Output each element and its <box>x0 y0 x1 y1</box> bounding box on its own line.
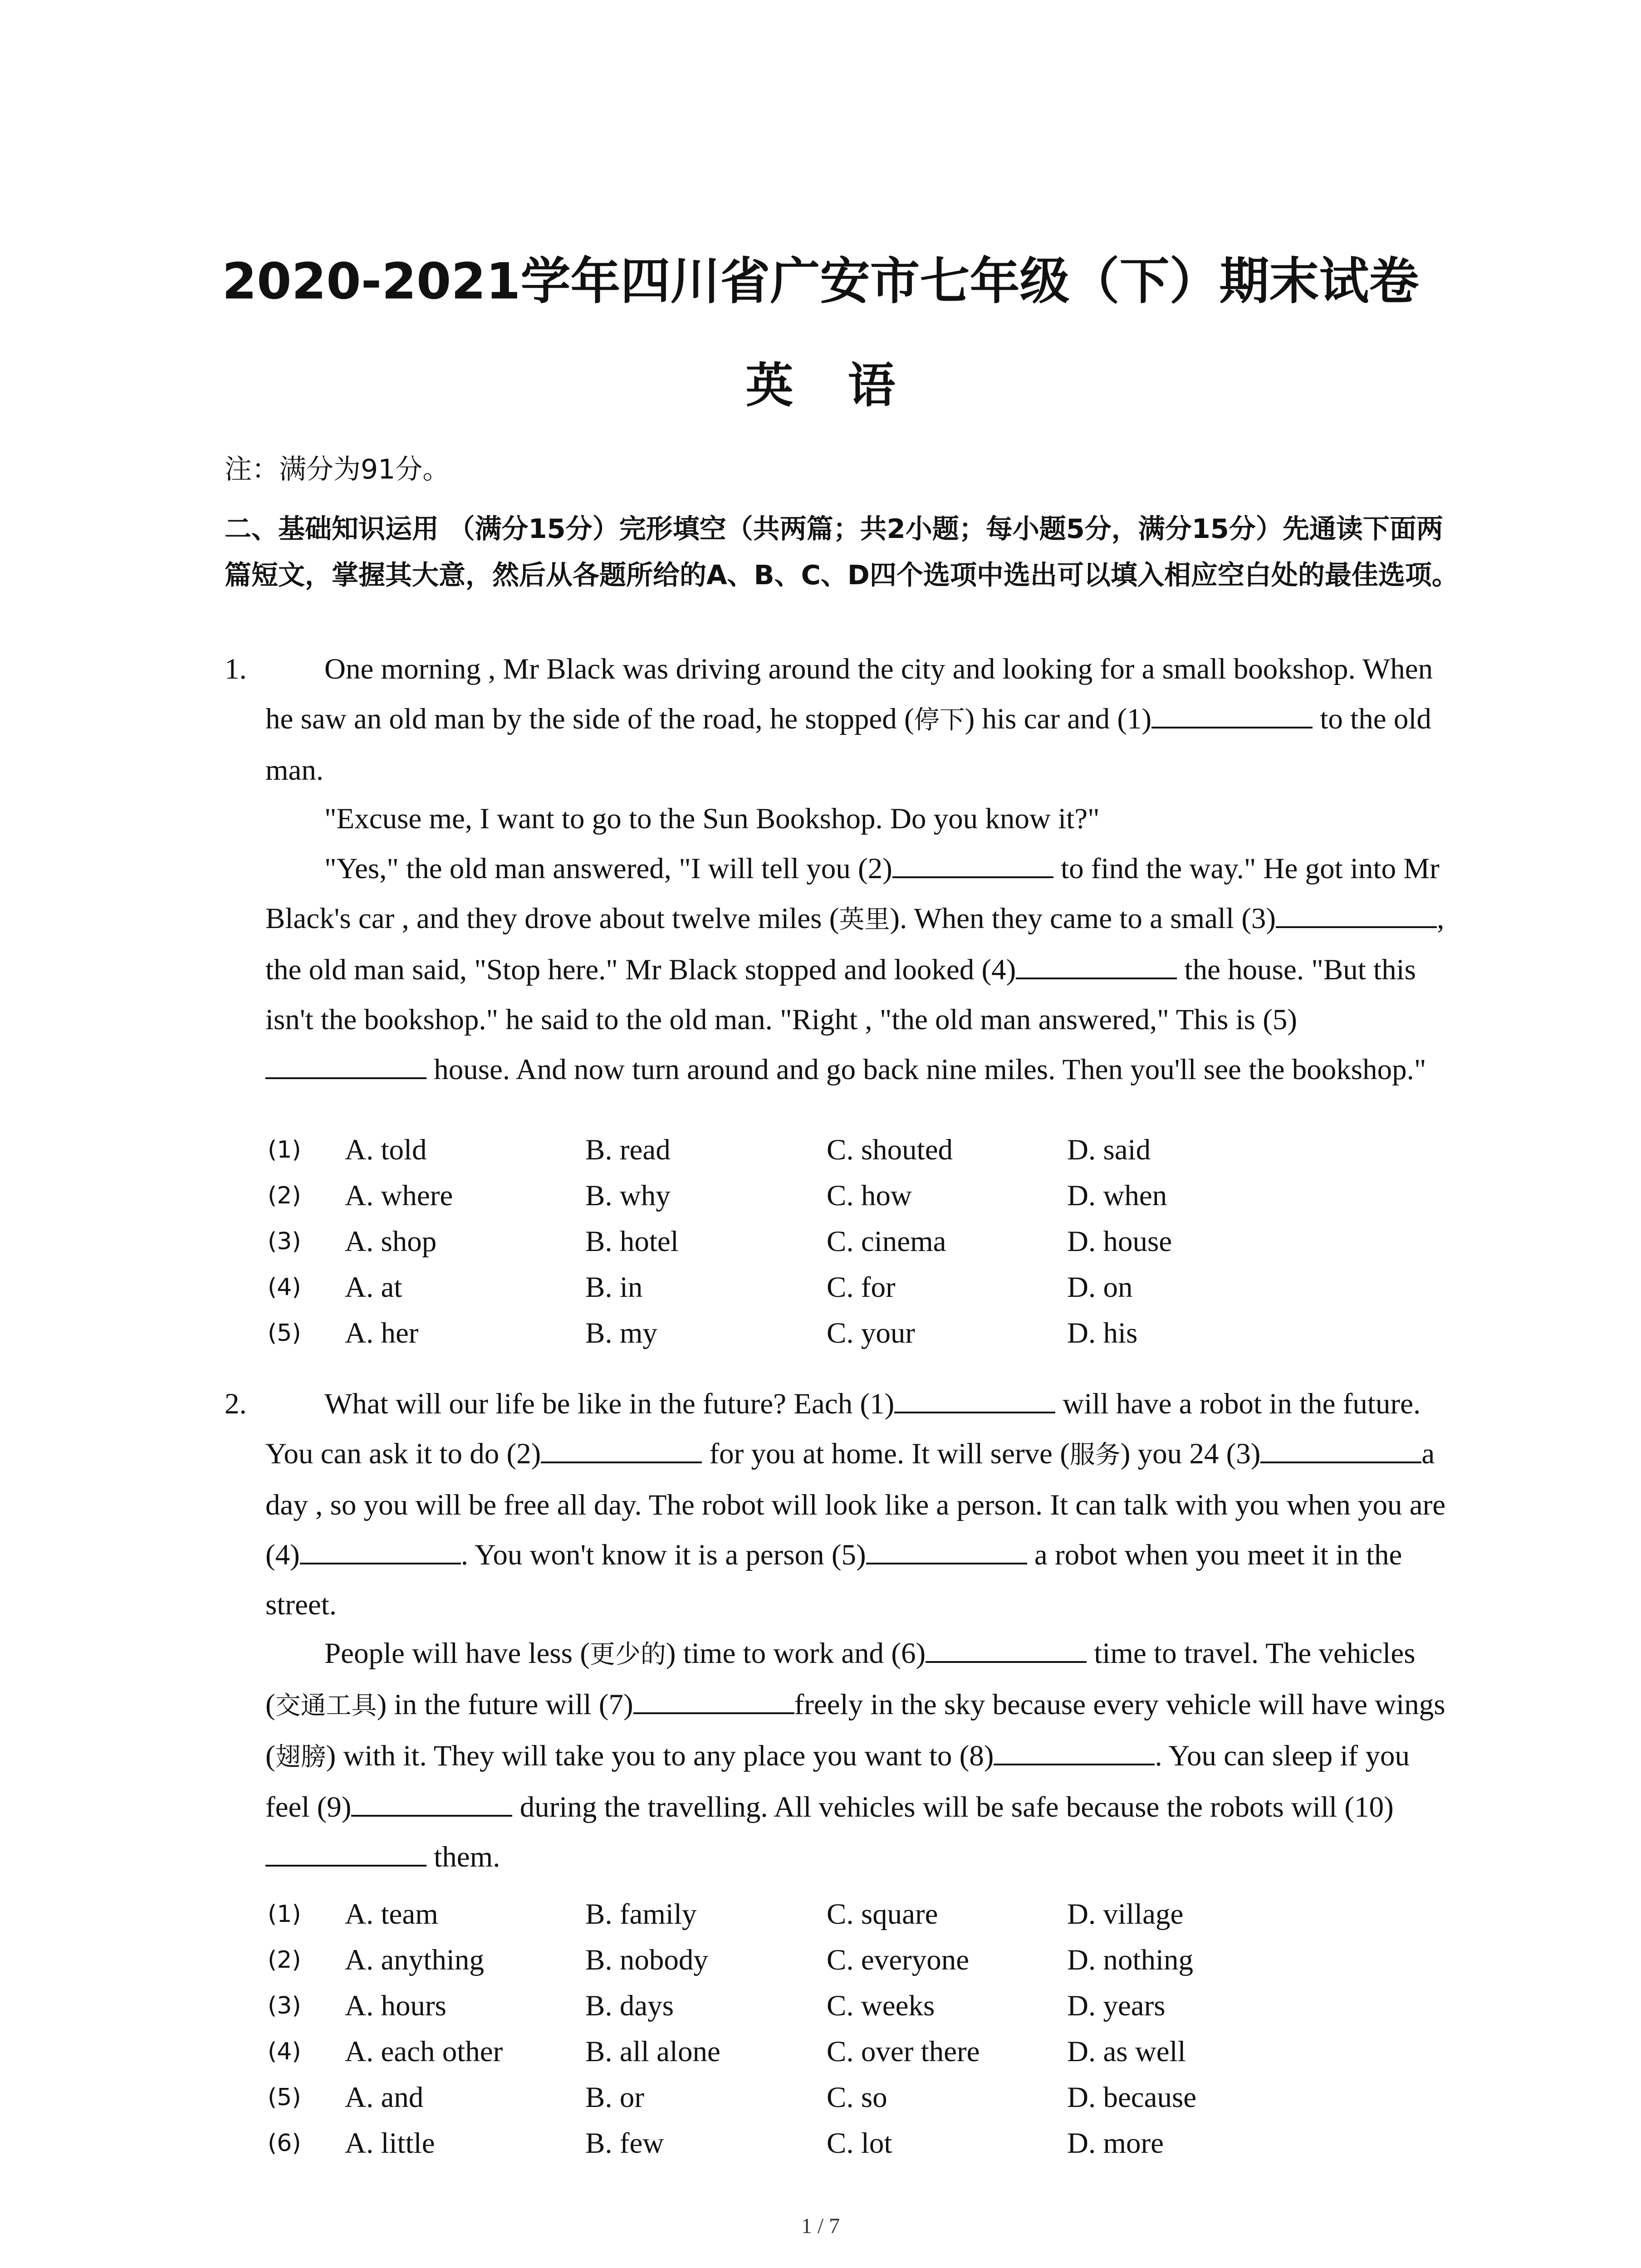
chinese-gloss: 停下 <box>914 705 965 735</box>
passage-text: during the travelling. All vehicles will be safe because the robots will (10) <box>512 1791 1394 1823</box>
passage-text: a robot when you meet it in the street. <box>265 1539 1402 1621</box>
passage-text: , the old man said, "Stop here." Mr Black stopped and looked (4) <box>265 902 1445 986</box>
option-choice: C. lot <box>827 2127 892 2160</box>
option-choice: A. each other <box>345 2035 503 2068</box>
blank-line <box>926 1633 1087 1663</box>
passage-text: to find the way." He got into Mr Black's car , and they drove about twelve miles ( <box>265 852 1440 935</box>
passage-text: for you at home. It will serve ( <box>702 1437 1070 1470</box>
option-choice: B. my <box>585 1317 657 1349</box>
blank-line <box>994 1735 1155 1765</box>
question-1-paragraph-3 <box>265 844 1454 1095</box>
passage-text: them. <box>426 1841 500 1873</box>
option-choice: D. said <box>1067 1134 1151 1166</box>
question-2-number: 2. <box>225 1388 247 1420</box>
passage-text: "Yes," the old man answered, "I will tell you (2) <box>324 852 892 885</box>
question-1-paragraph-2: "Excuse me, I want to go to the Sun Bookshop. Do you know it?" <box>324 802 1100 835</box>
question-2-paragraph-2 <box>265 1628 1454 1882</box>
option-choice: D. years <box>1067 1989 1166 2022</box>
option-choice: B. in <box>585 1271 643 1304</box>
passage-text: house. And now turn around and go back nine miles. Then you'll see the bookshop." <box>426 1053 1426 1086</box>
option-number: (5) <box>268 1320 301 1347</box>
passage-text: ) his car and (1) <box>965 703 1152 735</box>
score-note: 注：满分为91分。 <box>225 454 450 485</box>
blank-line <box>265 1049 426 1079</box>
option-choice: D. because <box>1067 2081 1197 2114</box>
option-choice: C. cinema <box>827 1225 946 1258</box>
passage-text: time to travel. The vehicles ( <box>265 1637 1416 1721</box>
option-choice: B. family <box>585 1898 697 1931</box>
option-choice: C. your <box>827 1317 915 1349</box>
option-choice: C. over there <box>827 2035 980 2068</box>
option-choice: B. or <box>585 2081 644 2114</box>
option-choice: C. how <box>827 1179 912 1212</box>
chinese-gloss: 更少的 <box>589 1640 666 1669</box>
option-number: (2) <box>268 1946 301 1974</box>
passage-text: ) with it. They will take you to any place you want to (8) <box>326 1740 994 1772</box>
option-choice: D. when <box>1067 1179 1167 1212</box>
blank-line <box>894 1383 1055 1413</box>
option-number: (5) <box>268 2084 301 2111</box>
option-choice: C. square <box>827 1898 938 1931</box>
passage-text: the house. "But this isn't the bookshop." he said to the old man. "Right , "the old man answered," This is (5) <box>265 953 1416 1036</box>
passage-text: . You can sleep if you feel (9) <box>265 1740 1410 1823</box>
option-choice: D. his <box>1067 1317 1138 1349</box>
blank-line <box>866 1535 1027 1564</box>
option-choice: D. house <box>1067 1225 1172 1258</box>
option-choice: B. why <box>585 1179 671 1212</box>
option-choice: C. so <box>827 2081 887 2114</box>
blank-line <box>892 848 1053 878</box>
page-title: 2020-2021学年四川省广安市七年级（下）期末试卷 <box>222 252 1419 310</box>
option-number: (3) <box>268 1992 301 2019</box>
passage-text: to the old man. <box>265 703 1431 787</box>
blank-line <box>265 1837 426 1867</box>
chinese-gloss: 服务 <box>1069 1440 1121 1470</box>
option-choice: D. nothing <box>1067 1944 1194 1976</box>
passage-text: will have a robot in the future. You can ask it to do (2) <box>265 1388 1421 1470</box>
question-2-paragraph-1 <box>265 1379 1454 1630</box>
blank-line <box>1151 699 1313 728</box>
blank-line <box>633 1684 794 1714</box>
passage-text: ) in the future will (7) <box>377 1688 633 1721</box>
passage-text: What will our life be like in the future? Each (1) <box>324 1388 895 1420</box>
blank-line <box>541 1433 702 1463</box>
chinese-gloss: 交通工具 <box>275 1691 377 1721</box>
option-choice: A. where <box>345 1179 453 1212</box>
passage-text: ) you 24 (3) <box>1120 1437 1261 1470</box>
option-number: (4) <box>268 2038 301 2065</box>
question-1-number: 1. <box>225 653 247 685</box>
blank-line <box>1260 1433 1421 1463</box>
blank-line <box>1016 949 1177 979</box>
blank-line <box>1276 898 1437 928</box>
option-choice: C. shouted <box>827 1134 953 1166</box>
option-choice: B. days <box>585 1989 674 2022</box>
option-number: (6) <box>268 2130 301 2157</box>
option-choice: B. read <box>585 1134 671 1166</box>
option-choice: B. nobody <box>585 1944 708 1976</box>
option-choice: C. weeks <box>827 1989 935 2022</box>
option-number: (1) <box>268 1901 301 1928</box>
chinese-gloss: 翅膀 <box>275 1742 326 1772</box>
option-choice: C. everyone <box>827 1944 970 1976</box>
blank-line <box>351 1787 512 1817</box>
option-choice: A. team <box>345 1898 438 1931</box>
option-number: (3) <box>268 1228 301 1255</box>
option-choice: B. all alone <box>585 2035 720 2068</box>
passage-text: a day , so you will be free all day. The robot will look like a person. It can talk with you when you are (4) <box>265 1437 1446 1571</box>
passage-text: People will have less ( <box>324 1637 590 1670</box>
passage-text: . You won't know it is a person (5) <box>460 1539 866 1571</box>
option-choice: A. little <box>345 2127 435 2160</box>
option-number: (2) <box>268 1182 301 1209</box>
option-choice: D. more <box>1067 2127 1164 2160</box>
page-number: 1 / 7 <box>801 2214 840 2238</box>
option-number: (1) <box>268 1136 301 1163</box>
option-choice: A. hours <box>345 1989 446 2022</box>
option-choice: A. her <box>345 1317 419 1349</box>
option-number: (4) <box>268 1274 301 1301</box>
passage-text: ) time to work and (6) <box>666 1637 926 1670</box>
passage-text: freely in the sky because every vehicle will have wings ( <box>265 1688 1445 1772</box>
option-choice: B. few <box>585 2127 664 2160</box>
chinese-gloss: 英里 <box>839 905 890 934</box>
option-choice: D. village <box>1067 1898 1184 1931</box>
option-choice: A. shop <box>345 1225 437 1258</box>
question-1-paragraph-1 <box>265 644 1454 795</box>
passage-text: One morning , Mr Black was driving around the city and looking for a small bookshop. When he saw an old man by the side of the road, he stopped ( <box>265 653 1433 735</box>
option-choice: A. told <box>345 1134 427 1166</box>
subject-title: 英语 <box>745 358 950 413</box>
passage-text: ). When they came to a small (3) <box>890 902 1276 935</box>
blank-line <box>300 1535 461 1564</box>
option-choice: C. for <box>827 1271 896 1304</box>
section-instruction: 二、基础知识运用 （满分15分）完形填空（共两篇；共2小题；每小题5分，满分15分）先通读下面两篇短文，掌握其大意，然后从各题所给的A、B、C、D四个选项中选出可以填入相应空白处的最佳选项。 <box>225 513 1459 591</box>
option-choice: D. on <box>1067 1271 1133 1304</box>
option-choice: B. hotel <box>585 1225 679 1258</box>
option-choice: D. as well <box>1067 2035 1186 2068</box>
option-choice: A. and <box>345 2081 424 2114</box>
option-choice: A. anything <box>345 1944 484 1976</box>
option-choice: A. at <box>345 1271 402 1304</box>
